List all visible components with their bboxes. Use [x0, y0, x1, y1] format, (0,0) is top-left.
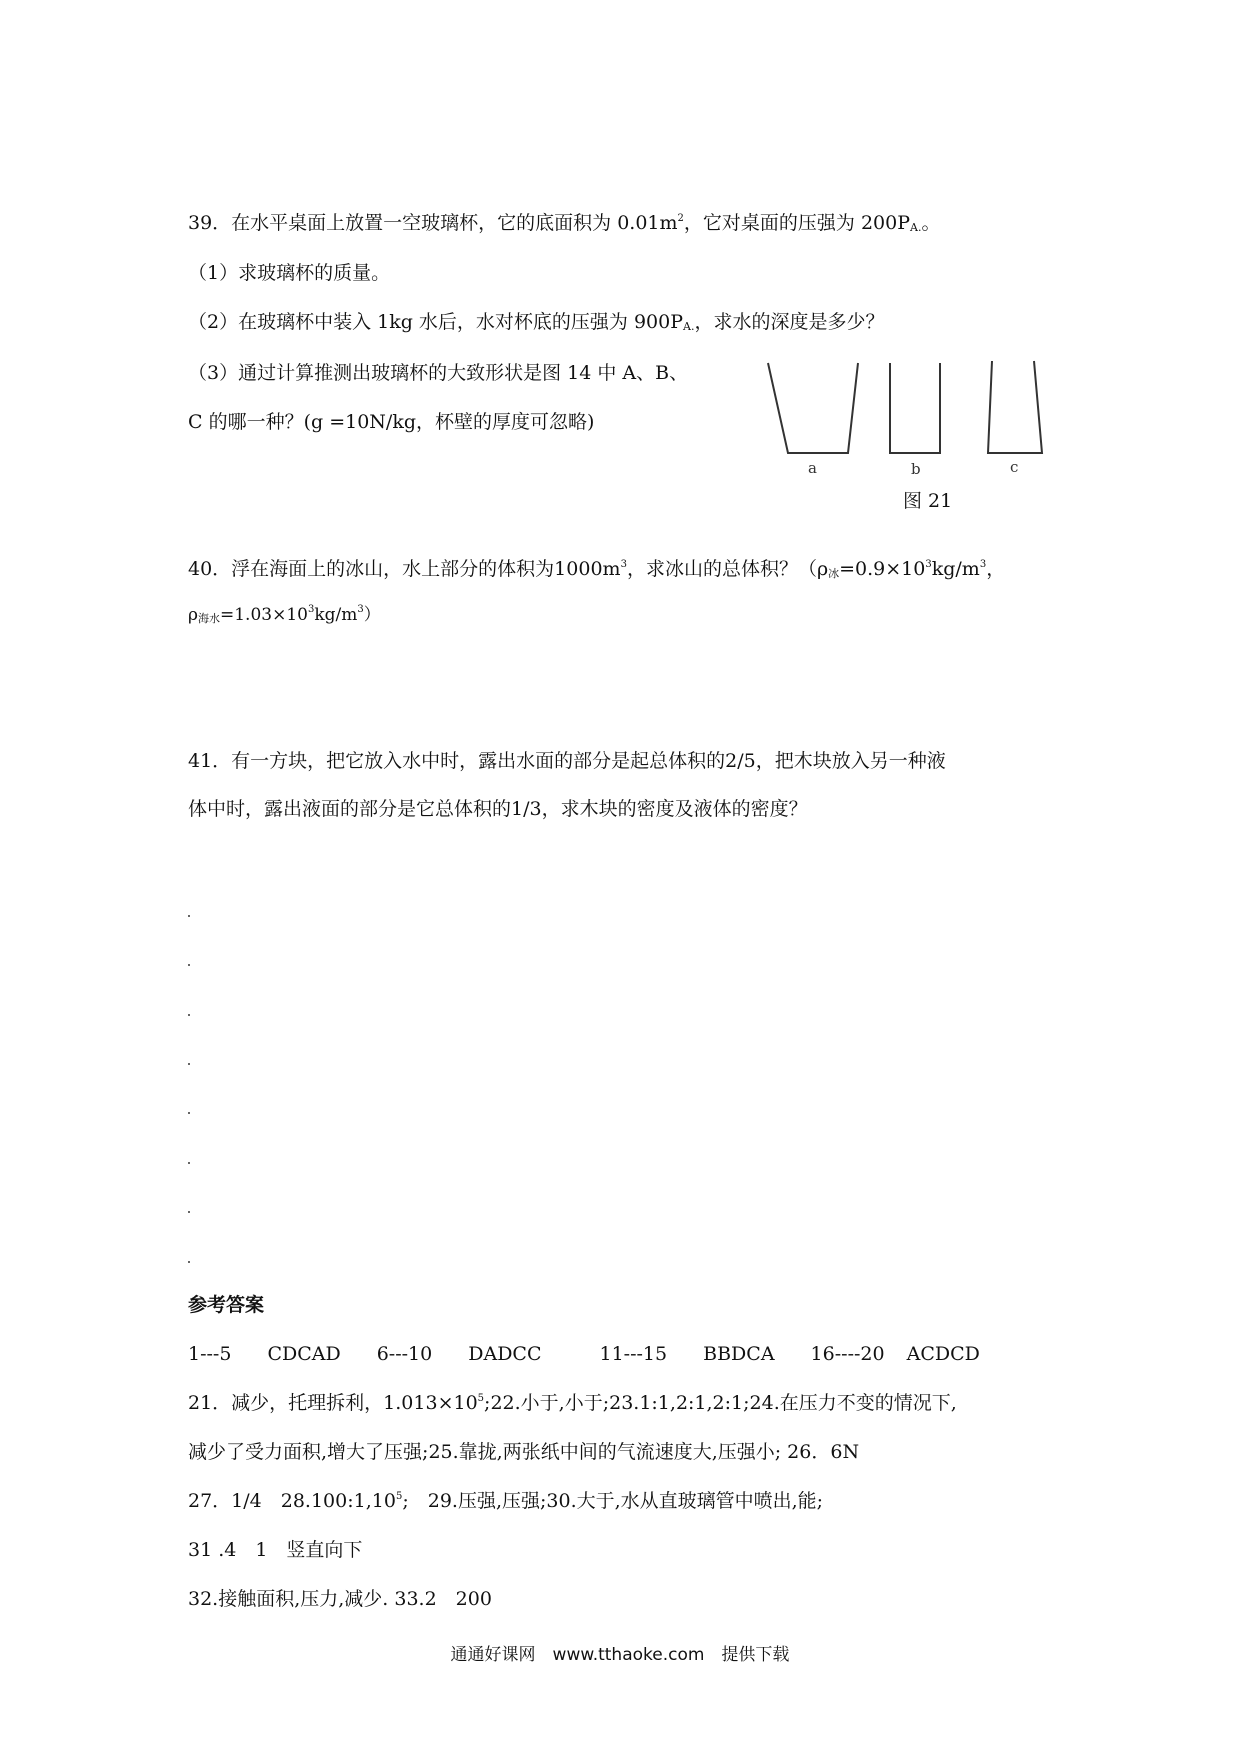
margin-dot: [188, 964, 190, 966]
answers-heading: 参考答案: [188, 1294, 265, 1316]
q41-line1: 41．有一方块，把它放入水中时，露出水面的部分是起总体积的2/5，把木块放入另一种液: [188, 750, 946, 772]
answer-line-21: 21．减少，托理拆利，$1.013\times 10^5;22$.小于,小于;23.1:1,2:1,2:1;24.在压力不变的情况下,: [188, 1392, 957, 1414]
mc-answer: BBDCA: [703, 1343, 775, 1365]
margin-dot: [188, 1014, 190, 1016]
answers-multiple-choice: [188, 1345, 980, 1364]
cup-c-label: c: [1010, 458, 1019, 475]
mc-answer: ACDCD: [906, 1343, 980, 1365]
mc-answer: DADCC: [468, 1343, 542, 1365]
cup-c-shape: [988, 361, 1042, 453]
mc-answer: CDCAD: [267, 1343, 341, 1365]
q39-part2: （2）在玻璃杯中装入 1kg 水后，水对杯底的压强为 $900P_{A.}$，求水的深度是多少？: [188, 311, 885, 333]
mc-range: 1---5: [188, 1343, 232, 1365]
answer-line-32: 32.接触面积,压力,减少. 33.2 200: [188, 1588, 492, 1610]
margin-dot: [188, 1063, 190, 1065]
answer-line-31: 31 .4 1 竖直向下: [188, 1539, 363, 1561]
margin-dot: [188, 1211, 190, 1213]
q40-line2: $\rho_{海水}=1.03\times 10^3kg/m^3$）: [188, 604, 381, 625]
margin-dot: [188, 1261, 190, 1263]
answer-line-27: 27．1/4 28.100:1,10$^5$; 29.压强,压强;30.大于,水从直玻璃管中喷出,能;: [188, 1490, 824, 1512]
mc-range: 11---15: [599, 1343, 668, 1365]
q39-part3-line2: C 的哪一种？(g =10N/kg，杯壁的厚度可忽略): [188, 411, 595, 433]
q39-part3-line1: （3）通过计算推测出玻璃杯的大致形状是图 14 中 A、B、: [188, 362, 689, 384]
mc-range: 6---10: [376, 1343, 433, 1365]
cup-a-shape: [768, 363, 858, 453]
cup-b-shape: [890, 363, 940, 453]
cup-b-label: b: [911, 460, 921, 475]
cup-a-label: a: [808, 459, 817, 475]
answer-line-22: 减少了受力面积,增大了压强;25.靠拢,两张纸中间的气流速度大,压强小; 26．6N: [188, 1441, 860, 1463]
mc-range: 16----20: [810, 1343, 885, 1365]
q39-part1: （1）求玻璃杯的质量。: [188, 262, 391, 284]
footer-credit: 通通好课网 www.tthaoke.com 提供下载: [450, 1645, 790, 1665]
margin-dot: [188, 1112, 190, 1114]
margin-dot: [188, 915, 190, 917]
q40-line1: 40．浮在海面上的冰山，水上部分的体积为$1000m^3$，求冰山的总体积？（$\rho_冰=0.9\times 10^3kg/m^3$，: [188, 558, 1006, 580]
figure-caption: 图 21: [903, 490, 953, 512]
cup-shapes-figure: [760, 355, 1080, 475]
margin-dot: [188, 1162, 190, 1164]
q39-stem: 39．在水平桌面上放置一空玻璃杯，它的底面积为 $0.01m^2$，它对桌面的压强为 $200P_{A.}$。: [188, 212, 941, 234]
q41-line2: 体中时，露出液面的部分是它总体积的1/3，求木块的密度及液体的密度？: [188, 798, 808, 820]
